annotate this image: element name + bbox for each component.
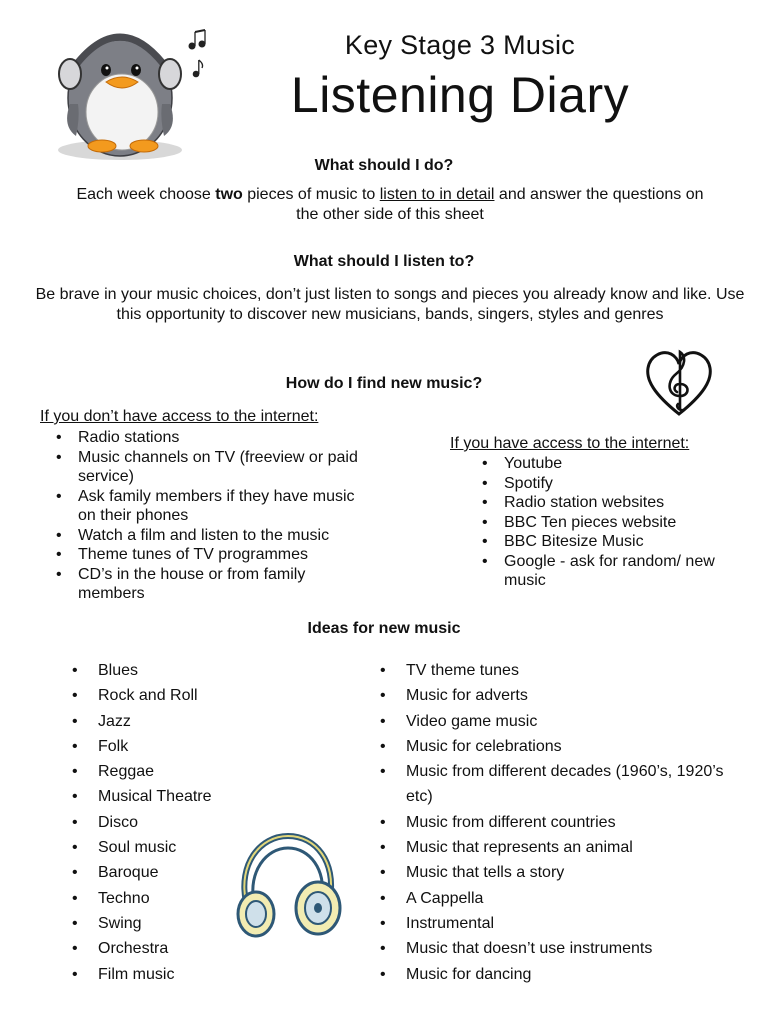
list-item: • Ask family members if they have music on their phones: [40, 487, 370, 526]
internet-title: If you have access to the internet:: [450, 435, 690, 452]
instructions-paragraph: Each week choose two pieces of music to listen to in detail and answer the questions on the other side of this sheet: [76, 186, 704, 223]
list-item: • Music channels on TV (freeview or paid service): [40, 448, 370, 487]
list-item: • Theme tunes of TV programmes: [40, 545, 370, 565]
heading-find-new-music: How do I find new music?: [285, 375, 483, 392]
list-item: • Reggae: [72, 759, 312, 784]
list-item: • Music for dancing: [380, 962, 730, 987]
headphones-icon: [232, 828, 352, 944]
heading-what-to-listen: What should I listen to?: [293, 253, 475, 270]
list-item: • BBC Bitesize Music: [466, 532, 736, 552]
music-notes-icon: [189, 30, 205, 77]
page-kicker: Key Stage 3 Music: [344, 30, 576, 60]
list-item: • Instrumental: [380, 911, 730, 936]
list-item: • A Cappella: [380, 886, 730, 911]
list-item: • Music from different decades (1960’s, 1920’s etc): [380, 759, 730, 810]
heading-ideas: Ideas for new music: [307, 620, 461, 637]
list-item: • Music that represents an animal: [380, 835, 730, 860]
list-item: • TV theme tunes: [380, 658, 730, 683]
listen-paragraph: Be brave in your music choices, don’t just listen to songs and pieces you already know and like. Use this opportunity to discover new musicians, bands, singers, styles and genres: [35, 286, 745, 323]
list-item: • Soul music: [72, 835, 312, 860]
no-internet-title: If you don’t have access to the internet:: [40, 408, 319, 425]
list-item: • Folk: [72, 734, 312, 759]
list-item: • Radio stations: [40, 428, 370, 448]
list-item: • Music for celebrations: [380, 734, 730, 759]
heading-what-should-i-do: What should I do?: [314, 157, 454, 174]
list-item: • Orchestra: [72, 936, 312, 961]
list-item: • Jazz: [72, 709, 312, 734]
heart-treble-clef-icon: [644, 344, 714, 420]
list-item: • Spotify: [466, 474, 736, 494]
penguin-with-headphones-icon: [40, 8, 220, 168]
no-internet-list: [40, 428, 370, 604]
list-item: • Music that doesn’t use instruments: [380, 936, 730, 961]
ideas-right-list: [380, 658, 730, 987]
list-item: • Video game music: [380, 709, 730, 734]
list-item: • Baroque: [72, 860, 312, 885]
list-item: • Music from different countries: [380, 810, 730, 835]
internet-list: [466, 454, 736, 591]
page-title: Listening Diary: [290, 67, 630, 123]
list-item: • Film music: [72, 962, 312, 987]
list-item: • Radio station websites: [466, 493, 736, 513]
list-item: • Youtube: [466, 454, 736, 474]
list-item: • Musical Theatre: [72, 784, 312, 809]
list-item: • CD’s in the house or from family members: [40, 565, 370, 604]
list-item: • Techno: [72, 886, 312, 911]
list-item: • Google - ask for random/ new music: [466, 552, 736, 591]
list-item: • Music that tells a story: [380, 860, 730, 885]
list-item: • Blues: [72, 658, 312, 683]
list-item: • Watch a film and listen to the music: [40, 526, 370, 546]
list-item: • Swing: [72, 911, 312, 936]
list-item: • Music for adverts: [380, 683, 730, 708]
list-item: • BBC Ten pieces website: [466, 513, 736, 533]
list-item: • Rock and Roll: [72, 683, 312, 708]
list-item: • Disco: [72, 810, 312, 835]
